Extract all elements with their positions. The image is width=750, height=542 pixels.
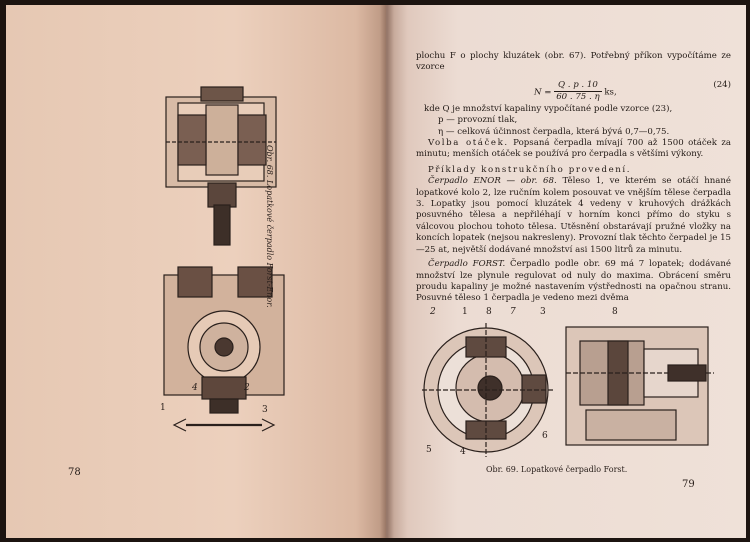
text-enor: Těleso 1, ve kterém se otáčí hnané lopatkové kolo 2, lze ručním kolem posouvat ve vnějším tělese čerpadla 3. Lopatky jsou pomocí kluzátek 4 vedeny v kruhových drážkách posuvného tělesa a nepřiléhají v horním konci přímo do styku s válcovou plochou tohoto tělesa. Utěsnění obstarávají pružné vložky na koncích lopatek (nejsou nakresleny). Provozní tlak těchto čerpadel je 15—25 at, největší dodávané množství asi 1500 litrů za minutu. (416, 176, 732, 255)
heading-volba: Volba otáček. (428, 138, 509, 149)
fig69-label: 7 (510, 307, 516, 317)
fig68-label: 3 (262, 405, 268, 415)
formula-numerator: Q . p . 10 (554, 80, 601, 92)
fig69-label: 6 (542, 431, 548, 441)
right-page (386, 5, 746, 538)
text-volba: Popsaná čerpadla mívají 700 až 1500 otáček za minutu; menších otáček se používá pro čerpadla s většími výkony. (416, 138, 731, 160)
figure-68-top-drawing (6, 5, 386, 538)
paragraph: plochu F o plochy kluzátek (obr. 67). Potřebný příkon vypočítáme ze vzorce (416, 51, 731, 73)
fig69-label: 8 (486, 307, 492, 317)
heading-enor: Čerpadlo ENOR — obr. 68. (428, 176, 557, 187)
definition-line: η — celková účinnost čerpadla, která bývá 0,7—0,75. (438, 126, 670, 137)
text-forst: Čerpadlo podle obr. 69 má 7 lopatek; dodávané množství lze plynule regulovat od nuly do maxima. Obrácení směru proudu kapaliny je možné nastavením výstřednosti na opačnou stranu. Posuvné těleso 1 čerpadla je vedeno mezi dvěma (416, 259, 731, 304)
fig68-label: 4 (192, 383, 198, 393)
fig68-label: 2 (244, 383, 250, 393)
page-number-right: 79 (682, 479, 695, 490)
fig69-label: 3 (540, 307, 546, 317)
figure-69-caption: Obr. 69. Lopatkové čerpadlo Forst. (486, 465, 628, 474)
fig69-label: 2 (430, 307, 436, 317)
fig69-label: 1 (462, 307, 468, 317)
formula-unit: ks, (604, 87, 617, 98)
fig68-label: 1 (160, 403, 166, 413)
fig69-label: 4 (460, 447, 466, 457)
fig69-label: 8 (612, 307, 618, 317)
heading-priklady: Příklady konstrukčního provedení. (428, 164, 632, 175)
formula-number: (24) (713, 79, 731, 90)
formula-lhs: N = (534, 87, 552, 98)
definition-line: kde Q je množství kapaliny vypočítané podle vzorce (23), (424, 103, 673, 114)
formula-denominator: 60 . 75 . η (556, 92, 600, 103)
open-book (6, 5, 746, 538)
left-page (6, 5, 386, 538)
book-gutter (380, 5, 394, 538)
page-number-left: 78 (68, 467, 81, 478)
figure-68-caption: Obr. 68. Lopatkové čerpadlo Forst-Enor. (265, 145, 274, 308)
definition-line: p — provozní tlak, (438, 115, 518, 126)
fig69-label: 5 (426, 445, 432, 455)
heading-forst: Čerpadlo FORST. (428, 259, 506, 270)
figure-69-drawing (386, 5, 746, 538)
